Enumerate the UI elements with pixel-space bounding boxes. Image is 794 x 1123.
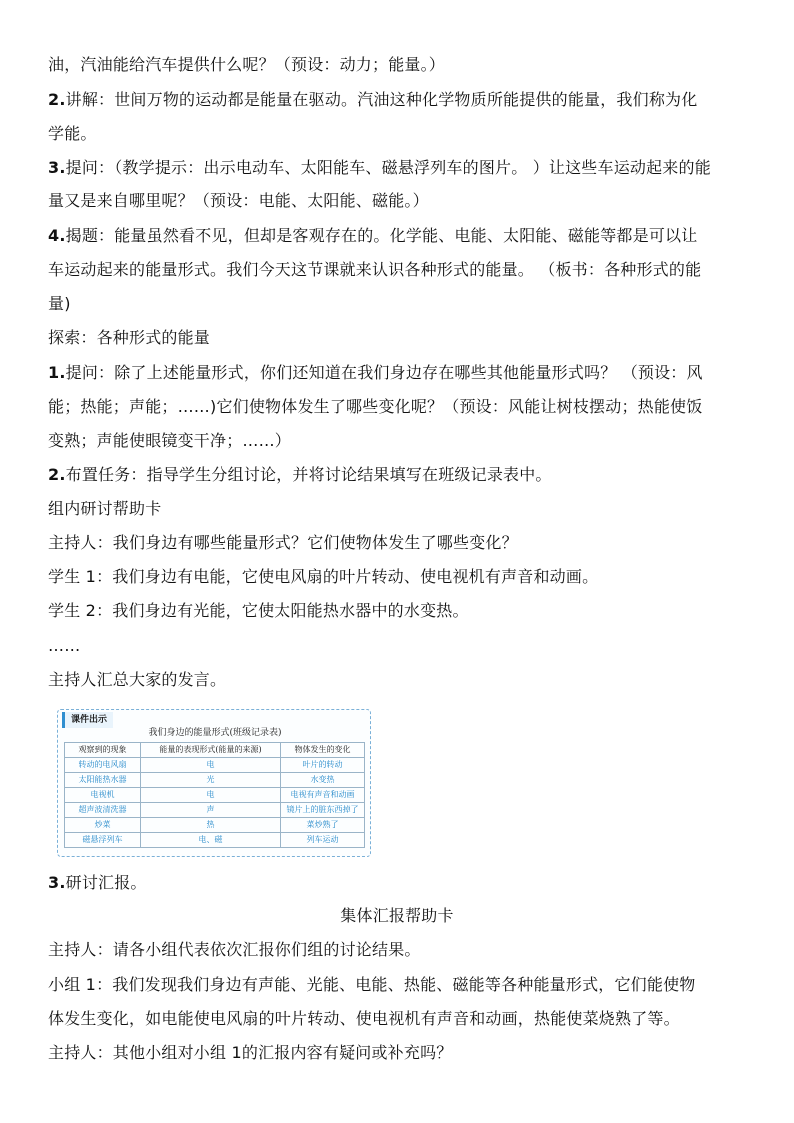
table-cell: 转动的电风扇 xyxy=(65,758,141,773)
paragraph-line xyxy=(48,90,748,110)
line-text: 变熟；声能使眼镜变干净；……） xyxy=(48,431,292,450)
courseware-figure xyxy=(57,709,371,857)
item-number: 4. xyxy=(48,226,66,245)
table-row xyxy=(65,833,365,848)
line-text: 主持人：请各小组代表依次汇报你们组的讨论结果。 xyxy=(48,940,421,959)
dialogue-line xyxy=(48,1043,748,1063)
line-text: 布置任务：指导学生分组讨论，并将讨论结果填写在班级记录表中。 xyxy=(65,465,552,484)
table-cell: 电视有声音和动画 xyxy=(281,788,365,803)
line-text: 油，汽油能给汽车提供什么呢？（预设：动力；能量。） xyxy=(48,55,446,74)
line-text: 集体汇报帮助卡 xyxy=(340,906,454,925)
dialogue-line xyxy=(48,1009,748,1029)
ellipsis-line xyxy=(48,636,748,656)
line-text: 学能。 xyxy=(48,124,97,143)
record-table-title: 我们身边的能量形式(班级记录表) xyxy=(148,728,282,738)
line-text: 能；热能；声能；……)它们使物体发生了哪些变化呢？（预设：风能让树枝摆动；热能使饭 xyxy=(48,397,703,416)
table-cell: 电 xyxy=(141,758,281,773)
table-row xyxy=(65,818,365,833)
line-text: 车运动起来的能量形式。我们今天这节课就来认识各种形式的能量。 （板书：各种形式的能 xyxy=(48,260,702,279)
item-number: 2. xyxy=(48,90,66,109)
line-text: 学生 2：我们身边有光能，它使太阳能热水器中的水变热。 xyxy=(48,601,469,620)
paragraph-line xyxy=(48,226,748,246)
line-text: …… xyxy=(48,636,81,655)
table-cell: 电视机 xyxy=(65,788,141,803)
paragraph-line xyxy=(48,260,748,280)
paragraph-line xyxy=(48,465,748,485)
line-text: 学生 1：我们身边有电能，它使电风扇的叶片转动、使电视机有声音和动画。 xyxy=(48,567,599,586)
table-cell: 镜片上的脏东西掉了 xyxy=(281,803,365,818)
table-cell: 炒菜 xyxy=(65,818,141,833)
line-text: 主持人：其他小组对小组 1的汇报内容有疑问或补充吗？ xyxy=(48,1043,453,1062)
card-title xyxy=(48,499,748,519)
item-number: 2. xyxy=(48,465,66,484)
table-cell: 列车运动 xyxy=(281,833,365,848)
table-header-row xyxy=(65,743,365,758)
dialogue-line xyxy=(48,601,748,621)
paragraph-line xyxy=(48,191,748,211)
card-title xyxy=(0,906,794,926)
table-cell: 声 xyxy=(141,803,281,818)
paragraph-line xyxy=(48,55,748,75)
dialogue-line xyxy=(48,940,748,960)
section-heading xyxy=(48,328,748,348)
paragraph-line xyxy=(48,431,748,451)
paragraph-line xyxy=(48,670,748,690)
dialogue-line xyxy=(48,975,748,995)
line-text: 讲解：世间万物的运动都是能量在驱动。汽油这种化学物质所能提供的能量，我们称为化 xyxy=(65,90,698,109)
line-text: 主持人：我们身边有哪些能量形式？它们使物体发生了哪些变化？ xyxy=(48,533,518,552)
table-cell: 光 xyxy=(141,773,281,788)
paragraph-line xyxy=(48,873,748,893)
table-cell: 电、磁 xyxy=(141,833,281,848)
line-text: 组内研讨帮助卡 xyxy=(48,499,162,518)
column-header: 观察到的现象 xyxy=(65,743,141,758)
table-cell: 超声波清洗器 xyxy=(65,803,141,818)
line-text: 主持人汇总大家的发言。 xyxy=(48,670,227,689)
paragraph-line xyxy=(48,124,748,144)
table-cell: 水变热 xyxy=(281,773,365,788)
item-number: 3. xyxy=(48,873,66,892)
line-text: 量) xyxy=(48,294,71,313)
table-row xyxy=(65,773,365,788)
column-header: 物体发生的变化 xyxy=(281,743,365,758)
table-cell: 电 xyxy=(141,788,281,803)
table-cell: 叶片的转动 xyxy=(281,758,365,773)
table-row xyxy=(65,803,365,818)
line-text: 小组 1：我们发现我们身边有声能、光能、电能、热能、磁能等各种能量形式，它们能使物 xyxy=(48,975,696,994)
table-cell: 热 xyxy=(141,818,281,833)
table-cell: 菜炒熟了 xyxy=(281,818,365,833)
line-text: 提问：（教学提示：出示电动车、太阳能车、磁悬浮列车的图片。 ）让这些车运动起来的能 xyxy=(65,158,711,177)
paragraph-line xyxy=(48,363,748,383)
line-text: 体发生变化，如电能使电风扇的叶片转动、使电视机有声音和动画，热能使菜烧熟了等。 xyxy=(48,1009,680,1028)
table-cell: 磁悬浮列车 xyxy=(65,833,141,848)
courseware-tag: 课件出示 xyxy=(62,712,113,728)
line-text: 揭题：能量虽然看不见，但却是客观存在的。化学能、电能、太阳能、磁能等都是可以让 xyxy=(65,226,698,245)
paragraph-line xyxy=(48,158,748,178)
item-number: 3. xyxy=(48,158,66,177)
energy-record-table xyxy=(64,742,365,848)
paragraph-line xyxy=(48,294,748,314)
table-row xyxy=(65,788,365,803)
column-header: 能量的表现形式(能量的来源) xyxy=(141,743,281,758)
line-text: 研讨汇报。 xyxy=(65,873,147,892)
dialogue-line xyxy=(48,533,748,553)
line-text: 提问：除了上述能量形式，你们还知道在我们身边存在哪些其他能量形式吗？ （预设：风 xyxy=(65,363,703,382)
paragraph-line xyxy=(48,397,748,417)
table-row xyxy=(65,758,365,773)
table-cell: 太阳能热水器 xyxy=(65,773,141,788)
dialogue-line xyxy=(48,567,748,587)
line-text: 探索：各种形式的能量 xyxy=(48,328,211,347)
item-number: 1. xyxy=(48,363,66,382)
line-text: 量又是来自哪里呢？（预设：电能、太阳能、磁能。） xyxy=(48,191,429,210)
